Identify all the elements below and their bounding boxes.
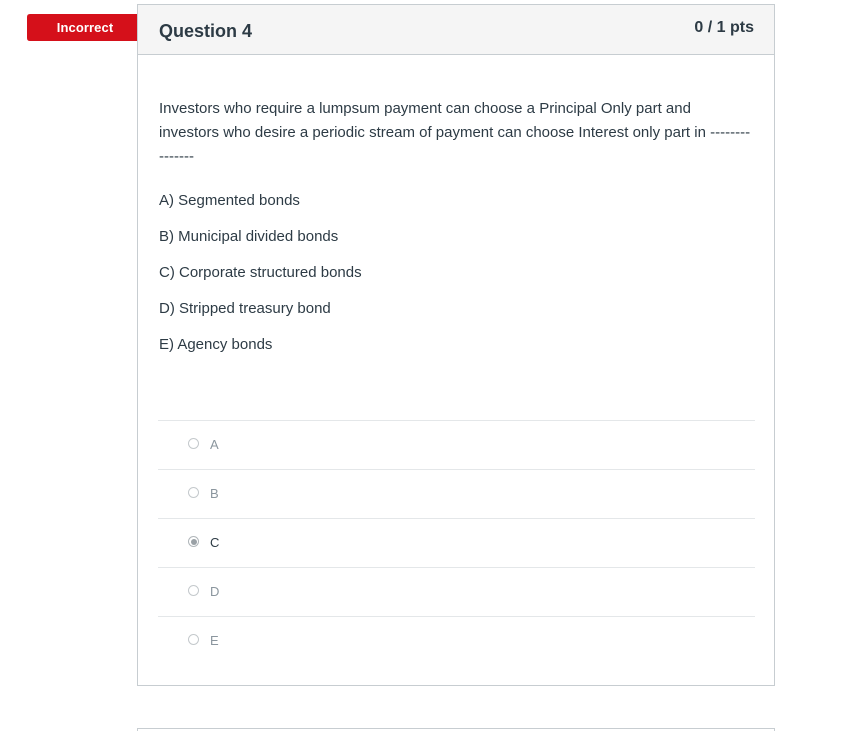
answer-option-c[interactable] xyxy=(158,518,755,567)
incorrect-flag xyxy=(27,14,153,41)
question-card xyxy=(137,4,775,686)
choice-text: A) Segmented bonds xyxy=(159,192,300,209)
question-text: Investors who require a lumpsum payment can choose a Principal Only part and investors who desire a periodic stream of payment can choose Interest only part in --------------- xyxy=(159,100,751,165)
choice-list xyxy=(159,189,755,369)
radio-button[interactable] xyxy=(188,585,199,596)
answer-option-e[interactable] xyxy=(158,616,755,665)
answer-options xyxy=(158,420,755,665)
answer-label: C xyxy=(210,535,220,550)
radio-button-selected[interactable] xyxy=(188,536,199,547)
question-points: 0 / 1 pts xyxy=(694,19,754,36)
answer-label: B xyxy=(210,486,219,501)
answer-label: A xyxy=(210,437,219,452)
answer-option-a[interactable] xyxy=(158,420,755,469)
question-title: Question 4 xyxy=(159,21,253,41)
choice-text: C) Corporate structured bonds xyxy=(159,264,362,281)
incorrect-label: Incorrect xyxy=(56,20,114,35)
radio-button[interactable] xyxy=(188,634,199,645)
answer-label: D xyxy=(210,584,220,599)
answer-label: E xyxy=(210,633,219,648)
radio-button[interactable] xyxy=(188,438,199,449)
radio-button[interactable] xyxy=(188,487,199,498)
question-body xyxy=(159,97,755,369)
answer-option-b[interactable] xyxy=(158,469,755,518)
question-header xyxy=(138,5,774,55)
answer-option-d[interactable] xyxy=(158,567,755,616)
choice-text: E) Agency bonds xyxy=(159,336,273,353)
choice-text: B) Municipal divided bonds xyxy=(159,228,339,245)
choice-text: D) Stripped treasury bond xyxy=(159,300,331,317)
